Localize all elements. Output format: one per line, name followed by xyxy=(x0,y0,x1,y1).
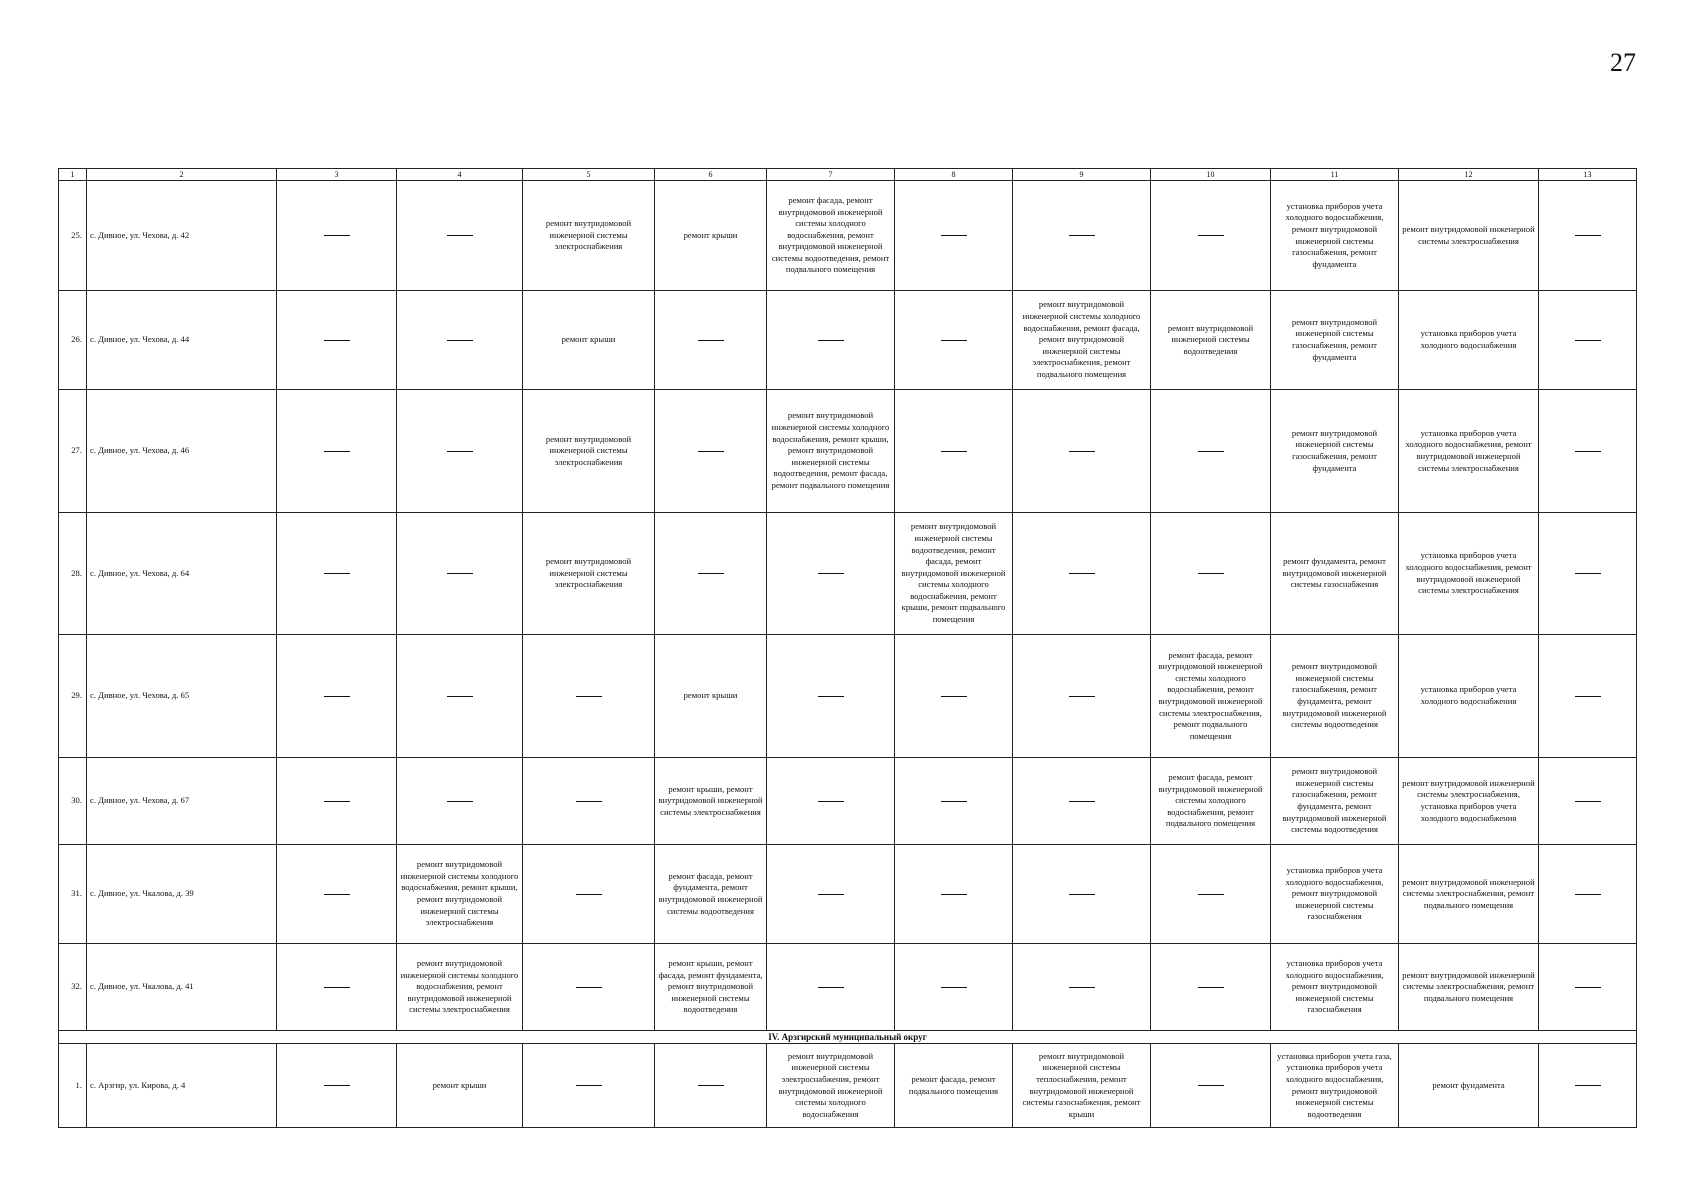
work-cell-col-11: ремонт внутридомовой инженерной системы газоснабжения, ремонт фундамента, ремонт внутридомовой инженерной системы водоотведения xyxy=(1271,635,1399,758)
dash-mark xyxy=(1198,894,1224,895)
work-cell-col-4: ремонт внутридомовой инженерной системы холодного водоснабжения, ремонт крыши, ремонт внутридомовой инженерной системы электроснабжения xyxy=(397,845,523,944)
work-cell-col-12: установка приборов учета холодного водоснабжения, ремонт внутридомовой инженерной системы электроснабжения xyxy=(1399,390,1539,513)
empty-cell xyxy=(655,291,767,390)
row-address: с. Арзгир, ул. Кирова, д. 4 xyxy=(87,1044,277,1128)
dash-mark xyxy=(941,340,967,341)
empty-cell xyxy=(655,513,767,635)
column-number-11: 11 xyxy=(1271,169,1399,181)
empty-cell xyxy=(277,635,397,758)
dash-mark xyxy=(1069,235,1095,236)
column-number-6: 6 xyxy=(655,169,767,181)
column-number-3: 3 xyxy=(277,169,397,181)
empty-cell xyxy=(277,291,397,390)
repair-schedule-table xyxy=(58,168,1637,1128)
work-cell-col-11: установка приборов учета газа, установка приборов учета холодного водоснабжения, ремонт внутридомовой инженерной системы водоотведения xyxy=(1271,1044,1399,1128)
work-cell-col-5: ремонт внутридомовой инженерной системы электроснабжения xyxy=(523,513,655,635)
empty-cell xyxy=(767,758,895,845)
empty-cell xyxy=(397,635,523,758)
row-number: 29. xyxy=(59,635,87,758)
empty-cell xyxy=(1013,181,1151,291)
work-cell-col-12: ремонт внутридомовой инженерной системы электроснабжения, установка приборов учета холодного водоснабжения xyxy=(1399,758,1539,845)
column-number-2: 2 xyxy=(87,169,277,181)
dash-mark xyxy=(1575,696,1601,697)
empty-cell xyxy=(397,291,523,390)
column-number-row xyxy=(59,169,1637,181)
dash-mark xyxy=(941,451,967,452)
empty-cell xyxy=(277,944,397,1031)
page-number: 27 xyxy=(1610,48,1636,77)
dash-mark xyxy=(1575,987,1601,988)
work-cell-col-6: ремонт крыши xyxy=(655,181,767,291)
empty-cell xyxy=(397,390,523,513)
row-number: 27. xyxy=(59,390,87,513)
empty-cell xyxy=(767,291,895,390)
empty-cell xyxy=(523,758,655,845)
empty-cell xyxy=(1539,513,1637,635)
row-address: с. Дивное, ул. Чехова, д. 42 xyxy=(87,181,277,291)
empty-cell xyxy=(523,635,655,758)
empty-cell xyxy=(895,291,1013,390)
dash-mark xyxy=(447,801,473,802)
column-number-5: 5 xyxy=(523,169,655,181)
dash-mark xyxy=(698,573,724,574)
dash-mark xyxy=(447,235,473,236)
dash-mark xyxy=(324,696,350,697)
empty-cell xyxy=(1013,390,1151,513)
dash-mark xyxy=(324,801,350,802)
empty-cell xyxy=(655,390,767,513)
empty-cell xyxy=(895,944,1013,1031)
row-number: 1. xyxy=(59,1044,87,1128)
dash-mark xyxy=(1575,340,1601,341)
empty-cell xyxy=(1151,1044,1271,1128)
empty-cell xyxy=(1539,635,1637,758)
dash-mark xyxy=(1069,573,1095,574)
column-number-8: 8 xyxy=(895,169,1013,181)
dash-mark xyxy=(1069,894,1095,895)
empty-cell xyxy=(1013,944,1151,1031)
dash-mark xyxy=(1575,1085,1601,1086)
table-row xyxy=(59,845,1637,944)
row-address: с. Дивное, ул. Чкалова, д. 41 xyxy=(87,944,277,1031)
work-cell-col-8: ремонт внутридомовой инженерной системы водоотведения, ремонт фасада, ремонт внутридомовой инженерной системы холодного водоснабжения, ремонт крыши, ремонт подвального помещения xyxy=(895,513,1013,635)
work-cell-col-5: ремонт крыши xyxy=(523,291,655,390)
dash-mark xyxy=(324,987,350,988)
work-cell-col-12: ремонт внутридомовой инженерной системы электроснабжения xyxy=(1399,181,1539,291)
dash-mark xyxy=(941,801,967,802)
row-number: 30. xyxy=(59,758,87,845)
dash-mark xyxy=(576,894,602,895)
dash-mark xyxy=(324,340,350,341)
column-number-7: 7 xyxy=(767,169,895,181)
empty-cell xyxy=(1151,181,1271,291)
empty-cell xyxy=(1013,513,1151,635)
empty-cell xyxy=(767,944,895,1031)
empty-cell xyxy=(397,181,523,291)
empty-cell xyxy=(277,1044,397,1128)
empty-cell xyxy=(1151,845,1271,944)
work-cell-col-8: ремонт фасада, ремонт подвального помещения xyxy=(895,1044,1013,1128)
row-number: 26. xyxy=(59,291,87,390)
section-title: IV. Арзгирский муниципальный округ xyxy=(59,1031,1637,1044)
empty-cell xyxy=(1539,390,1637,513)
dash-mark xyxy=(818,801,844,802)
work-cell-col-11: установка приборов учета холодного водоснабжения, ремонт внутридомовой инженерной системы газоснабжения xyxy=(1271,944,1399,1031)
work-cell-col-12: установка приборов учета холодного водоснабжения xyxy=(1399,291,1539,390)
work-cell-col-11: установка приборов учета холодного водоснабжения, ремонт внутридомовой инженерной системы газоснабжения xyxy=(1271,845,1399,944)
dash-mark xyxy=(698,451,724,452)
table-row xyxy=(59,181,1637,291)
dash-mark xyxy=(447,573,473,574)
work-cell-col-6: ремонт крыши xyxy=(655,635,767,758)
empty-cell xyxy=(523,944,655,1031)
work-cell-col-7: ремонт фасада, ремонт внутридомовой инженерной системы холодного водоснабжения, ремонт внутридомовой инженерной системы водоотведения, ремонт подвального помещения xyxy=(767,181,895,291)
work-cell-col-10: ремонт внутридомовой инженерной системы водоотведения xyxy=(1151,291,1271,390)
dash-mark xyxy=(1198,451,1224,452)
row-number: 25. xyxy=(59,181,87,291)
empty-cell xyxy=(1539,291,1637,390)
empty-cell xyxy=(523,845,655,944)
empty-cell xyxy=(523,1044,655,1128)
empty-cell xyxy=(1539,1044,1637,1128)
dash-mark xyxy=(941,894,967,895)
dash-mark xyxy=(818,696,844,697)
section-header-row xyxy=(59,1031,1637,1044)
empty-cell xyxy=(767,635,895,758)
table-row xyxy=(59,291,1637,390)
dash-mark xyxy=(941,987,967,988)
dash-mark xyxy=(576,1085,602,1086)
work-cell-col-5: ремонт внутридомовой инженерной системы электроснабжения xyxy=(523,390,655,513)
table-row xyxy=(59,513,1637,635)
work-cell-col-4: ремонт внутридомовой инженерной системы холодного водоснабжения, ремонт внутридомовой инженерной системы электроснабжения xyxy=(397,944,523,1031)
dash-mark xyxy=(324,235,350,236)
empty-cell xyxy=(767,513,895,635)
row-address: с. Дивное, ул. Чехова, д. 65 xyxy=(87,635,277,758)
empty-cell xyxy=(277,181,397,291)
table-row xyxy=(59,758,1637,845)
row-number: 32. xyxy=(59,944,87,1031)
empty-cell xyxy=(397,513,523,635)
empty-cell xyxy=(1539,845,1637,944)
table-row xyxy=(59,944,1637,1031)
work-cell-col-11: установка приборов учета холодного водоснабжения, ремонт внутридомовой инженерной системы газоснабжения, ремонт фундамента xyxy=(1271,181,1399,291)
work-cell-col-9: ремонт внутридомовой инженерной системы теплоснабжения, ремонт внутридомовой инженерной системы газоснабжения, ремонт крыши xyxy=(1013,1044,1151,1128)
dash-mark xyxy=(818,573,844,574)
dash-mark xyxy=(324,573,350,574)
empty-cell xyxy=(895,845,1013,944)
dash-mark xyxy=(1575,894,1601,895)
dash-mark xyxy=(818,987,844,988)
work-cell-col-5: ремонт внутридомовой инженерной системы электроснабжения xyxy=(523,181,655,291)
work-cell-col-11: ремонт внутридомовой инженерной системы газоснабжения, ремонт фундамента xyxy=(1271,390,1399,513)
empty-cell xyxy=(895,181,1013,291)
empty-cell xyxy=(1151,513,1271,635)
work-cell-col-11: ремонт фундамента, ремонт внутридомовой инженерной системы газоснабжения xyxy=(1271,513,1399,635)
dash-mark xyxy=(324,1085,350,1086)
work-cell-col-4: ремонт крыши xyxy=(397,1044,523,1128)
dash-mark xyxy=(1575,451,1601,452)
dash-mark xyxy=(1198,1085,1224,1086)
dash-mark xyxy=(941,235,967,236)
empty-cell xyxy=(1539,758,1637,845)
dash-mark xyxy=(818,340,844,341)
dash-mark xyxy=(576,987,602,988)
dash-mark xyxy=(324,894,350,895)
empty-cell xyxy=(277,758,397,845)
dash-mark xyxy=(1069,696,1095,697)
dash-mark xyxy=(818,894,844,895)
column-number-13: 13 xyxy=(1539,169,1637,181)
work-cell-col-12: установка приборов учета холодного водоснабжения xyxy=(1399,635,1539,758)
empty-cell xyxy=(397,758,523,845)
row-address: с. Дивное, ул. Чехова, д. 44 xyxy=(87,291,277,390)
row-address: с. Дивное, ул. Чехова, д. 46 xyxy=(87,390,277,513)
column-number-12: 12 xyxy=(1399,169,1539,181)
work-cell-col-12: ремонт внутридомовой инженерной системы электроснабжения, ремонт подвального помещения xyxy=(1399,845,1539,944)
empty-cell xyxy=(1013,845,1151,944)
dash-mark xyxy=(447,340,473,341)
row-number: 31. xyxy=(59,845,87,944)
empty-cell xyxy=(895,635,1013,758)
column-number-4: 4 xyxy=(397,169,523,181)
empty-cell xyxy=(895,758,1013,845)
work-cell-col-6: ремонт крыши, ремонт фасада, ремонт фундамента, ремонт внутридомовой инженерной системы водоотведения xyxy=(655,944,767,1031)
work-cell-col-10: ремонт фасада, ремонт внутридомовой инженерной системы холодного водоснабжения, ремонт подвального помещения xyxy=(1151,758,1271,845)
empty-cell xyxy=(655,1044,767,1128)
section-row xyxy=(59,1044,1637,1128)
work-cell-col-10: ремонт фасада, ремонт внутридомовой инженерной системы холодного водоснабжения, ремонт внутридомовой инженерной системы электроснабжения, ремонт подвального помещения xyxy=(1151,635,1271,758)
dash-mark xyxy=(324,451,350,452)
empty-cell xyxy=(767,845,895,944)
dash-mark xyxy=(1198,987,1224,988)
column-number-1: 1 xyxy=(59,169,87,181)
dash-mark xyxy=(447,696,473,697)
row-address: с. Дивное, ул. Чкалова, д. 39 xyxy=(87,845,277,944)
dash-mark xyxy=(1069,987,1095,988)
work-cell-col-12: ремонт фундамента xyxy=(1399,1044,1539,1128)
dash-mark xyxy=(576,696,602,697)
row-address: с. Дивное, ул. Чехова, д. 64 xyxy=(87,513,277,635)
dash-mark xyxy=(698,1085,724,1086)
dash-mark xyxy=(1069,801,1095,802)
empty-cell xyxy=(895,390,1013,513)
work-cell-col-6: ремонт крыши, ремонт внутридомовой инженерной системы электроснабжения xyxy=(655,758,767,845)
empty-cell xyxy=(1539,181,1637,291)
empty-cell xyxy=(1013,635,1151,758)
dash-mark xyxy=(1198,573,1224,574)
empty-cell xyxy=(1539,944,1637,1031)
dash-mark xyxy=(447,451,473,452)
dash-mark xyxy=(1198,235,1224,236)
dash-mark xyxy=(1575,573,1601,574)
empty-cell xyxy=(1013,758,1151,845)
dash-mark xyxy=(698,340,724,341)
work-cell-col-6: ремонт фасада, ремонт фундамента, ремонт внутридомовой инженерной системы водоотведения xyxy=(655,845,767,944)
work-cell-col-9: ремонт внутридомовой инженерной системы холодного водоснабжения, ремонт фасада, ремонт внутридомовой инженерной системы электроснабжения, ремонт подвального помещения xyxy=(1013,291,1151,390)
empty-cell xyxy=(277,390,397,513)
table-row xyxy=(59,390,1637,513)
empty-cell xyxy=(1151,390,1271,513)
dash-mark xyxy=(1575,235,1601,236)
work-cell-col-12: установка приборов учета холодного водоснабжения, ремонт внутридомовой инженерной системы электроснабжения xyxy=(1399,513,1539,635)
row-number: 28. xyxy=(59,513,87,635)
row-address: с. Дивное, ул. Чехова, д. 67 xyxy=(87,758,277,845)
dash-mark xyxy=(576,801,602,802)
dash-mark xyxy=(1575,801,1601,802)
work-cell-col-11: ремонт внутридомовой инженерной системы газоснабжения, ремонт фундамента, ремонт внутридомовой инженерной системы водоотведения xyxy=(1271,758,1399,845)
empty-cell xyxy=(277,513,397,635)
dash-mark xyxy=(1069,451,1095,452)
work-cell-col-7: ремонт внутридомовой инженерной системы холодного водоснабжения, ремонт крыши, ремонт внутридомовой инженерной системы водоотведения, ремонт фасада, ремонт подвального помещения xyxy=(767,390,895,513)
column-number-10: 10 xyxy=(1151,169,1271,181)
empty-cell xyxy=(277,845,397,944)
empty-cell xyxy=(1151,944,1271,1031)
work-cell-col-11: ремонт внутридомовой инженерной системы газоснабжения, ремонт фундамента xyxy=(1271,291,1399,390)
dash-mark xyxy=(941,696,967,697)
work-cell-col-12: ремонт внутридомовой инженерной системы электроснабжения, ремонт подвального помещения xyxy=(1399,944,1539,1031)
column-number-9: 9 xyxy=(1013,169,1151,181)
table-row xyxy=(59,635,1637,758)
work-cell-col-7: ремонт внутридомовой инженерной системы электроснабжения, ремонт внутридомовой инженерной системы холодного водоснабжения xyxy=(767,1044,895,1128)
